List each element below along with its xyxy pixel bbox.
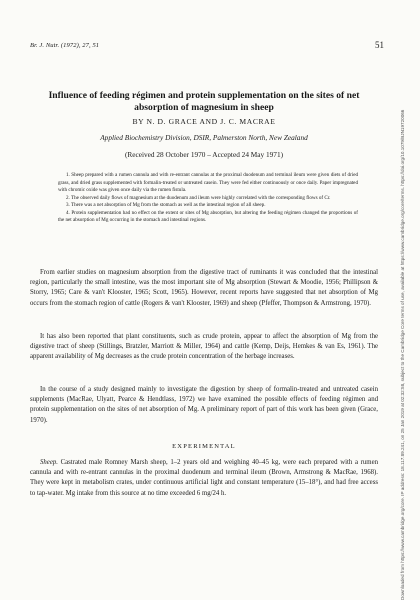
article-received-dates: (Received 28 October 1970 – Accepted 24 May 1971) — [124, 150, 284, 159]
body-paragraph: It has also been reported that plant constituents, such as crude protein, appear to affect the absorption of Mg from the digestive tract of sheep (Stillings, Bratzler, Marriott & Miller, 1964) and cattle (Kemp, Deijs, Hemkes & van Es, 1961). The apparent availability of Mg decreases as the crude protein concentration of the herbage increases. — [30, 333, 378, 361]
section-heading: EXPERIMENTAL — [172, 443, 236, 450]
running-head: Br. J. Nutr. (1972), 27, 51 — [30, 42, 100, 49]
download-notice-margin: Downloaded from https://www.cambridge.org/core. IP address: 18.117.89.241, on 25 Jan 2019 at 02:32:58, subject to the Cambridge Core terms of use, available at https://www.cambridge.org/core/terms. https://doi.org/10.1079/BJN19720066 — [400, 109, 405, 600]
summary-item: 3. There was a net absorption of Mg from the stomach as well as the intestinal region of all sheep. — [66, 202, 266, 208]
article-title: Influence of feeding régimen and protein supplementation on the sites of net absorption of magnesium in sheep — [48, 90, 360, 113]
body-paragraph: In the course of a study designed mainly to investigate the digestion by sheep of formalin-treated and untreated casein supplements (MacRae, Ulyatt, Pearce & Hendtlass, 1972) we have examined the possible effects of feeding régimen and protein supplementation on the sites of net absorption of Mg. A preliminary report of part of this work has been given (Grace, 1970). — [30, 386, 378, 424]
summary-item: 4. Protein supplementation had no effect on the extent or sites of Mg absorption, but altering the feeding régimen changed the proportions of the net absorption of Mg occurring in the stomach and intestinal regions. — [58, 209, 358, 223]
body-paragraph — [30, 458, 378, 499]
page-number: 51 — [375, 40, 384, 50]
summary-list — [58, 172, 358, 225]
body-paragraph: From earlier studies on magnesium absorption from the digestive tract of ruminants it was concluded that the intestinal region, particularly the small intestine, was the most important site of Mg absorption (Stewart & Moodie, 1956; Phillipson & Storry, 1965; Care & van't Klooster, 1965; Scott, 1965). However, recent reports have suggested that net absorption of Mg occurs from the stomach region of cattle (Rogers & van't Klooster, 1969) and sheep (Pfeffer, Thompson & Armstrong, 1970). — [30, 269, 378, 307]
summary-item: 2. The observed daily flows of magnesium at the duodenum and ileum were highly correlated with the corresponding flows of Cr. — [66, 194, 331, 201]
summary-item: 1. Sheep prepared with a rumen cannula and with re-entrant cannulas at the proximal duodenum and terminal ileum were given diets of dried grass, and dried grass supplemented with formalin-treated or untreated casein. They were fed either continuously or once daily. Paper impregnated with chromic oxide was given once daily via the rumen fistula. — [58, 172, 358, 193]
article-authors: BY N. D. GRACE AND J. C. MACRAE — [132, 117, 276, 126]
paragraph-run-in-heading: Sheep. — [40, 459, 58, 466]
paragraph-text: Castrated male Romney Marsh sheep, 1–2 years old and weighing 40–45 kg, were each prepared with a rumen cannula and with re-entrant cannulas in the proximal duodenum and terminal ileum (Brown, Armstrong & MacRae, 1968). They were kept in metabolism crates, under continuous artificial light and constant temperature (15–18°), and had free access to tap-water. Mg intake from this source at no time exceeded 6 mg/24 h. — [30, 459, 378, 497]
article-affiliation: Applied Biochemistry Division, DSIR, Palmerston North, New Zealand — [100, 133, 308, 142]
